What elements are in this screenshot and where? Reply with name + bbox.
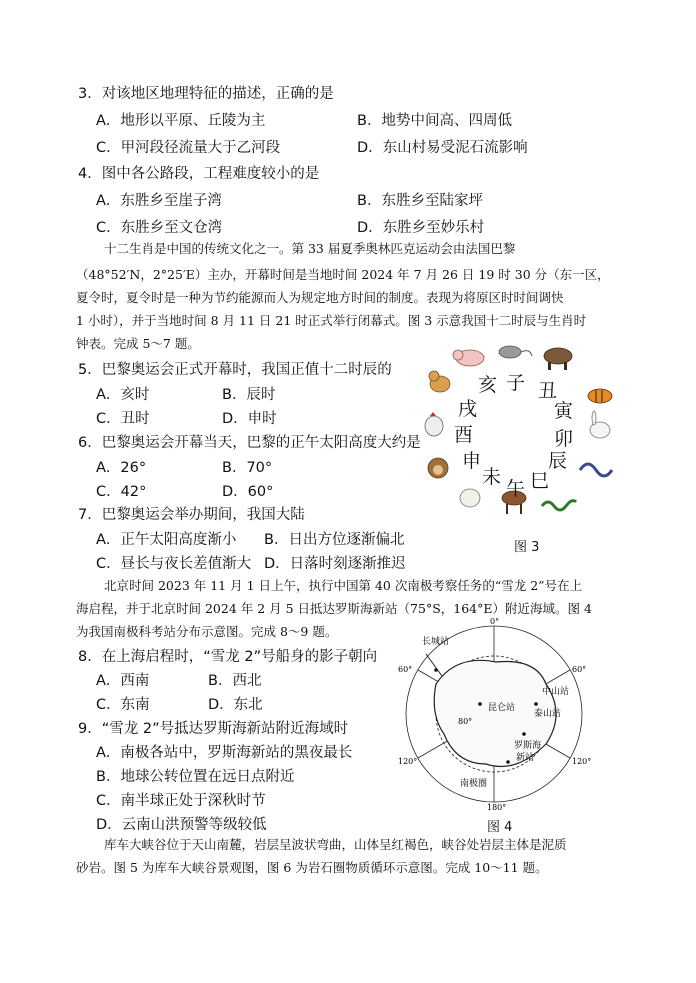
q9-option-c: C．南半球正处于深秋时节 (96, 793, 266, 809)
q4-stem: 4．图中各公路段，工程难度较小的是 (78, 166, 320, 182)
rossnew-marker (506, 760, 510, 764)
taishan-station-label: 泰山站 (534, 709, 562, 719)
monkey-icon (428, 458, 448, 478)
q8-option-d: D．东北 (208, 697, 263, 713)
q9-stem: 9．“雪龙 2”号抵达罗斯海新站附近海域时 (78, 721, 349, 737)
branch-xu: 戌 (458, 398, 478, 420)
rooster-icon (425, 412, 443, 436)
q6-stem: 6．巴黎奥运会开幕当天，巴黎的正午太阳高度大约是 (78, 435, 421, 451)
branch-chou: 丑 (538, 380, 558, 402)
passage2-line2: 海启程，并于北京时间 2024 年 2 月 5 日抵达罗斯海新站（75°S，164°E）附近海域。图 4 (76, 601, 592, 616)
changcheng-marker (434, 668, 438, 672)
passage2-line1: 北京时间 2023 年 11 月 1 日上午，执行中国第 40 次南极考察任务的“雪龙 2”号在上 (104, 578, 583, 593)
branch-hai: 亥 (478, 374, 498, 396)
q8-option-b: B．西北 (208, 673, 262, 689)
rat-icon (499, 346, 532, 358)
kunlun-marker (478, 702, 482, 706)
q7-stem: 7．巴黎奥运会举办期间，我国大陆 (78, 507, 305, 523)
branch-zi: 子 (506, 372, 526, 394)
ox-icon (544, 348, 572, 370)
rossnew-station-label-1: 罗斯海 (514, 741, 542, 751)
changcheng-station-label: 长城站 (422, 637, 450, 647)
q6-option-d: D．60° (222, 484, 274, 500)
passage3-line1: 库车大峡谷位于天山南麓，岩层呈波状弯曲，山体呈红褐色，峡谷处岩层主体是泥质 (104, 837, 567, 852)
q5-stem: 5．巴黎奥运会正式开幕时，我国正值十二时辰的 (78, 362, 392, 378)
q6-option-c: C．42° (96, 484, 147, 500)
passage3-line2: 砂岩。图 5 为库车大峡谷景观图，图 6 为岩石圈物质循环示意图。完成 10～11 题。 (76, 860, 548, 875)
snake-icon (542, 501, 576, 510)
q3-option-d: D．东山村易受泥石流影响 (357, 140, 528, 156)
q7-option-a: A．正午太阳高度渐小 (96, 532, 237, 548)
q3-option-a: A．地形以平原、丘陵为主 (96, 113, 266, 129)
branch-yin: 寅 (554, 400, 574, 422)
passage2-line3: 为我国南极科考站分布示意图。完成 8～9 题。 (76, 624, 338, 639)
q7-option-c: C．昼长与夜长差值渐大 (96, 556, 252, 572)
q9-option-d: D．云南山洪预警等级较低 (96, 817, 267, 833)
q6-option-a: A．26° (96, 460, 147, 476)
goat-icon (460, 489, 480, 507)
branch-shen: 申 (462, 450, 482, 472)
lon-0-label: 0° (490, 617, 500, 626)
south-circle-label: 南极圈 (460, 779, 488, 789)
q9-option-b: B．地球公转位置在远日点附近 (96, 769, 295, 785)
pig-icon (453, 350, 484, 366)
kunlun-station-label: 昆仑站 (488, 703, 516, 713)
branch-you: 酉 (454, 424, 474, 446)
lat-80-label: 80° (458, 717, 473, 726)
passage1-line3: 夏令时，夏令时是一种为节约能源而人为规定地方时间的制度。表现为将原区时时间调快 (76, 290, 564, 305)
q4-option-a: A．东胜乡至崖子湾 (96, 193, 222, 209)
branch-si: 巳 (530, 470, 550, 492)
q4-option-d: D．东胜乡至妙乐村 (357, 220, 485, 236)
zhongshan-station-label: 中山站 (542, 687, 570, 697)
passage1-line4: 1 小时），并于当地时间 8 月 11 日 21 时正式举行闭幕式。图 3 示意我国十二时辰与生肖时 (76, 313, 587, 328)
q5-option-d: D．申时 (222, 411, 277, 427)
zhongshan-marker (534, 702, 538, 706)
figure-3-caption: 图 3 (514, 540, 540, 555)
branch-chen: 辰 (548, 450, 568, 472)
q4-option-b: B．东胜乡至陆家坪 (357, 193, 483, 209)
tiger-icon (588, 389, 612, 403)
q8-option-a: A．西南 (96, 673, 150, 689)
q5-option-b: B．辰时 (222, 387, 276, 403)
dog-icon (429, 371, 450, 392)
q3-stem: 3．对该地区地理特征的描述，正确的是 (78, 86, 334, 102)
q5-option-c: C．丑时 (96, 411, 150, 427)
q9-option-a: A．南极各站中，罗斯海新站的黑夜最长 (96, 745, 353, 761)
q7-option-d: D．日落时刻逐渐推迟 (264, 556, 406, 572)
rabbit-icon (590, 411, 610, 438)
lon-120e-label: 120° (572, 757, 592, 766)
q3-option-b: B．地势中间高、四周低 (357, 113, 512, 129)
q4-option-c: C．东胜乡至文仓湾 (96, 220, 223, 236)
passage1-line2: （48°52′N，2°25′E）主办，开幕时间是当地时间 2024 年 7 月 26 日 19 时 30 分（东一区， (76, 267, 610, 282)
passage1-line5: 钟表。完成 5～7 题。 (76, 336, 200, 351)
q3-option-c: C．甲河段径流量大于乙河段 (96, 140, 281, 156)
lon-60e-label: 60° (572, 665, 587, 674)
passage1-line1: 十二生肖是中国的传统文化之一。第 33 届夏季奥林匹克运动会由法国巴黎 (104, 241, 516, 256)
lon-120w-label: 120° (398, 757, 418, 766)
dragon-icon (580, 464, 612, 476)
q6-option-b: B．70° (222, 460, 273, 476)
rossnew-station-label-2: 新站 (516, 753, 535, 763)
lon-60w-label: 60° (398, 665, 413, 674)
taishan-marker (522, 732, 526, 736)
branch-wu: 午 (506, 478, 526, 500)
q5-option-a: A．亥时 (96, 387, 150, 403)
q8-option-c: C．东南 (96, 697, 150, 713)
figure-4-caption: 图 4 (487, 820, 513, 835)
figure-4-antarctic-map (396, 614, 594, 814)
figure-3-zodiac-clock (418, 340, 618, 530)
q7-option-b: B．日出方位逐渐偏北 (264, 532, 405, 548)
branch-mao: 卯 (554, 428, 574, 450)
lon-180-label: 180° (487, 803, 507, 812)
branch-wei: 未 (482, 466, 502, 488)
q8-stem: 8．在上海启程时，“雪龙 2”号船身的影子朝向 (78, 649, 378, 665)
